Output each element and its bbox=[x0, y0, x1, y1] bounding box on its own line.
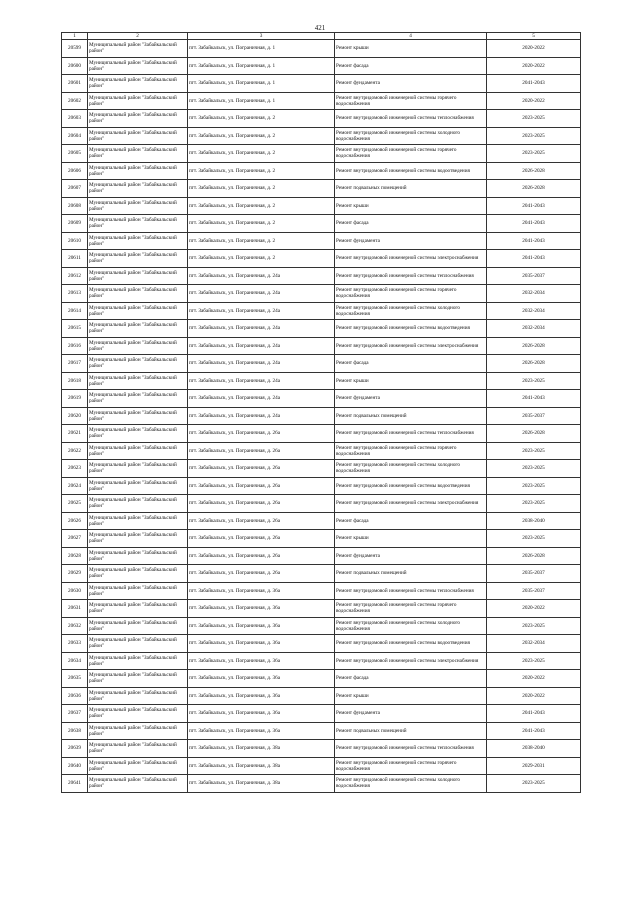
municipality-cell: Муниципальный район "Забайкальский район" bbox=[88, 442, 188, 460]
work-type-cell: Ремонт внутридомовой инженерной системы водоотведения bbox=[335, 477, 487, 495]
table-row bbox=[62, 302, 581, 320]
period-cell: 2020-2022 bbox=[487, 600, 581, 618]
row-number: 20638 bbox=[62, 722, 88, 740]
period-cell: 2041-2043 bbox=[487, 390, 581, 408]
address-cell: пгт. Забайкальск, ул. Пограничная, д. 2 bbox=[188, 162, 335, 180]
period-cell: 2032-2034 bbox=[487, 285, 581, 303]
municipality-cell: Муниципальный район "Забайкальский район" bbox=[88, 722, 188, 740]
municipality-cell: Муниципальный район "Забайкальский район" bbox=[88, 127, 188, 145]
address-cell: пгт. Забайкальск, ул. Пограничная, д. 36а bbox=[188, 687, 335, 705]
period-cell: 2026-2028 bbox=[487, 547, 581, 565]
municipality-cell: Муниципальный район "Забайкальский район" bbox=[88, 110, 188, 128]
column-number-row bbox=[62, 33, 581, 40]
table-row bbox=[62, 600, 581, 618]
column-header: 5 bbox=[487, 33, 581, 40]
table-row bbox=[62, 495, 581, 513]
row-number: 20639 bbox=[62, 740, 88, 758]
work-type-cell: Ремонт фундамента bbox=[335, 547, 487, 565]
address-cell: пгт. Забайкальск, ул. Пограничная, д. 36а bbox=[188, 722, 335, 740]
work-type-cell: Ремонт внутридомовой инженерной системы горячего водоснабжения bbox=[335, 145, 487, 163]
table-row bbox=[62, 775, 581, 793]
row-number: 20621 bbox=[62, 425, 88, 443]
municipality-cell: Муниципальный район "Забайкальский район" bbox=[88, 670, 188, 688]
period-cell: 2038-2040 bbox=[487, 512, 581, 530]
municipality-cell: Муниципальный район "Забайкальский район" bbox=[88, 320, 188, 338]
address-cell: пгт. Забайкальск, ул. Пограничная, д. 38а bbox=[188, 757, 335, 775]
row-number: 20613 bbox=[62, 285, 88, 303]
row-number: 20612 bbox=[62, 267, 88, 285]
period-cell: 2041-2043 bbox=[487, 75, 581, 93]
repair-schedule-table bbox=[61, 32, 581, 793]
table-row bbox=[62, 477, 581, 495]
work-type-cell: Ремонт фасада bbox=[335, 670, 487, 688]
table-row bbox=[62, 565, 581, 583]
municipality-cell: Муниципальный район "Забайкальский район" bbox=[88, 565, 188, 583]
period-cell: 2023-2025 bbox=[487, 372, 581, 390]
address-cell: пгт. Забайкальск, ул. Пограничная, д. 1 bbox=[188, 92, 335, 110]
row-number: 20622 bbox=[62, 442, 88, 460]
table-row bbox=[62, 687, 581, 705]
table-row bbox=[62, 215, 581, 233]
municipality-cell: Муниципальный район "Забайкальский район" bbox=[88, 582, 188, 600]
table-row bbox=[62, 92, 581, 110]
address-cell: пгт. Забайкальск, ул. Пограничная, д. 2 bbox=[188, 127, 335, 145]
municipality-cell: Муниципальный район "Забайкальский район" bbox=[88, 232, 188, 250]
period-cell: 2029-2031 bbox=[487, 757, 581, 775]
address-cell: пгт. Забайкальск, ул. Пограничная, д. 36а bbox=[188, 652, 335, 670]
work-type-cell: Ремонт внутридомовой инженерной системы горячего водоснабжения bbox=[335, 757, 487, 775]
work-type-cell: Ремонт внутридомовой инженерной системы электроснабжения bbox=[335, 337, 487, 355]
work-type-cell: Ремонт крыши bbox=[335, 40, 487, 58]
address-cell: пгт. Забайкальск, ул. Пограничная, д. 26а bbox=[188, 442, 335, 460]
address-cell: пгт. Забайкальск, ул. Пограничная, д. 2 bbox=[188, 110, 335, 128]
period-cell: 2023-2025 bbox=[487, 442, 581, 460]
municipality-cell: Муниципальный район "Забайкальский район" bbox=[88, 197, 188, 215]
address-cell: пгт. Забайкальск, ул. Пограничная, д. 24а bbox=[188, 390, 335, 408]
address-cell: пгт. Забайкальск, ул. Пограничная, д. 1 bbox=[188, 40, 335, 58]
work-type-cell: Ремонт внутридомовой инженерной системы теплоснабжения bbox=[335, 110, 487, 128]
table-row bbox=[62, 40, 581, 58]
table-row bbox=[62, 110, 581, 128]
row-number: 20623 bbox=[62, 460, 88, 478]
row-number: 20634 bbox=[62, 652, 88, 670]
work-type-cell: Ремонт подвальных помещений bbox=[335, 180, 487, 198]
municipality-cell: Муниципальный район "Забайкальский район" bbox=[88, 215, 188, 233]
work-type-cell: Ремонт внутридомовой инженерной системы водоотведения bbox=[335, 162, 487, 180]
municipality-cell: Муниципальный район "Забайкальский район" bbox=[88, 337, 188, 355]
table-row bbox=[62, 512, 581, 530]
address-cell: пгт. Забайкальск, ул. Пограничная, д. 1 bbox=[188, 75, 335, 93]
work-type-cell: Ремонт внутридомовой инженерной системы теплоснабжения bbox=[335, 582, 487, 600]
municipality-cell: Муниципальный район "Забайкальский район" bbox=[88, 390, 188, 408]
work-type-cell: Ремонт фасада bbox=[335, 512, 487, 530]
municipality-cell: Муниципальный район "Забайкальский район" bbox=[88, 775, 188, 793]
municipality-cell: Муниципальный район "Забайкальский район" bbox=[88, 40, 188, 58]
municipality-cell: Муниципальный район "Забайкальский район" bbox=[88, 372, 188, 390]
address-cell: пгт. Забайкальск, ул. Пограничная, д. 26а bbox=[188, 530, 335, 548]
address-cell: пгт. Забайкальск, ул. Пограничная, д. 26а bbox=[188, 425, 335, 443]
address-cell: пгт. Забайкальск, ул. Пограничная, д. 26а bbox=[188, 512, 335, 530]
address-cell: пгт. Забайкальск, ул. Пограничная, д. 36а bbox=[188, 670, 335, 688]
address-cell: пгт. Забайкальск, ул. Пограничная, д. 38а bbox=[188, 740, 335, 758]
work-type-cell: Ремонт фундамента bbox=[335, 390, 487, 408]
table-row bbox=[62, 162, 581, 180]
row-number: 20607 bbox=[62, 180, 88, 198]
period-cell: 2026-2028 bbox=[487, 162, 581, 180]
work-type-cell: Ремонт фасада bbox=[335, 355, 487, 373]
address-cell: пгт. Забайкальск, ул. Пограничная, д. 26а bbox=[188, 547, 335, 565]
table-row bbox=[62, 390, 581, 408]
row-number: 20630 bbox=[62, 582, 88, 600]
table-row bbox=[62, 180, 581, 198]
row-number: 20627 bbox=[62, 530, 88, 548]
address-cell: пгт. Забайкальск, ул. Пограничная, д. 24а bbox=[188, 337, 335, 355]
table-row bbox=[62, 652, 581, 670]
row-number: 20615 bbox=[62, 320, 88, 338]
period-cell: 2032-2034 bbox=[487, 635, 581, 653]
table-row bbox=[62, 127, 581, 145]
work-type-cell: Ремонт внутридомовой инженерной системы холодного водоснабжения bbox=[335, 617, 487, 635]
row-number: 20628 bbox=[62, 547, 88, 565]
table-row bbox=[62, 582, 581, 600]
municipality-cell: Муниципальный район "Забайкальский район" bbox=[88, 757, 188, 775]
row-number: 20629 bbox=[62, 565, 88, 583]
period-cell: 2035-2037 bbox=[487, 582, 581, 600]
work-type-cell: Ремонт фундамента bbox=[335, 232, 487, 250]
work-type-cell: Ремонт внутридомовой инженерной системы холодного водоснабжения bbox=[335, 775, 487, 793]
municipality-cell: Муниципальный район "Забайкальский район" bbox=[88, 477, 188, 495]
address-cell: пгт. Забайкальск, ул. Пограничная, д. 26а bbox=[188, 477, 335, 495]
work-type-cell: Ремонт фундамента bbox=[335, 705, 487, 723]
row-number: 20617 bbox=[62, 355, 88, 373]
address-cell: пгт. Забайкальск, ул. Пограничная, д. 36а bbox=[188, 600, 335, 618]
period-cell: 2026-2028 bbox=[487, 425, 581, 443]
row-number: 20618 bbox=[62, 372, 88, 390]
municipality-cell: Муниципальный район "Забайкальский район" bbox=[88, 687, 188, 705]
row-number: 20610 bbox=[62, 232, 88, 250]
row-number: 20604 bbox=[62, 127, 88, 145]
table-row bbox=[62, 740, 581, 758]
period-cell: 2023-2025 bbox=[487, 145, 581, 163]
column-header: 4 bbox=[335, 33, 487, 40]
municipality-cell: Муниципальный район "Забайкальский район" bbox=[88, 530, 188, 548]
municipality-cell: Муниципальный район "Забайкальский район" bbox=[88, 92, 188, 110]
address-cell: пгт. Забайкальск, ул. Пограничная, д. 24а bbox=[188, 320, 335, 338]
table-row bbox=[62, 320, 581, 338]
work-type-cell: Ремонт внутридомовой инженерной системы теплоснабжения bbox=[335, 425, 487, 443]
period-cell: 2023-2025 bbox=[487, 460, 581, 478]
work-type-cell: Ремонт фасада bbox=[335, 57, 487, 75]
municipality-cell: Муниципальный район "Забайкальский район" bbox=[88, 495, 188, 513]
address-cell: пгт. Забайкальск, ул. Пограничная, д. 2 bbox=[188, 232, 335, 250]
work-type-cell: Ремонт внутридомовой инженерной системы холодного водоснабжения bbox=[335, 127, 487, 145]
table-row bbox=[62, 57, 581, 75]
work-type-cell: Ремонт крыши bbox=[335, 530, 487, 548]
work-type-cell: Ремонт фасада bbox=[335, 215, 487, 233]
table-row bbox=[62, 355, 581, 373]
period-cell: 2041-2043 bbox=[487, 722, 581, 740]
address-cell: пгт. Забайкальск, ул. Пограничная, д. 24а bbox=[188, 355, 335, 373]
municipality-cell: Муниципальный район "Забайкальский район" bbox=[88, 740, 188, 758]
row-number: 20636 bbox=[62, 687, 88, 705]
work-type-cell: Ремонт внутридомовой инженерной системы теплоснабжения bbox=[335, 740, 487, 758]
period-cell: 2020-2022 bbox=[487, 687, 581, 705]
municipality-cell: Муниципальный район "Забайкальский район" bbox=[88, 145, 188, 163]
municipality-cell: Муниципальный район "Забайкальский район" bbox=[88, 355, 188, 373]
period-cell: 2020-2022 bbox=[487, 670, 581, 688]
period-cell: 2023-2025 bbox=[487, 652, 581, 670]
municipality-cell: Муниципальный район "Забайкальский район" bbox=[88, 512, 188, 530]
work-type-cell: Ремонт внутридомовой инженерной системы холодного водоснабжения bbox=[335, 460, 487, 478]
row-number: 20619 bbox=[62, 390, 88, 408]
municipality-cell: Муниципальный район "Забайкальский район" bbox=[88, 617, 188, 635]
address-cell: пгт. Забайкальск, ул. Пограничная, д. 26а bbox=[188, 565, 335, 583]
address-cell: пгт. Забайкальск, ул. Пограничная, д. 2 bbox=[188, 145, 335, 163]
address-cell: пгт. Забайкальск, ул. Пограничная, д. 36а bbox=[188, 582, 335, 600]
table-row bbox=[62, 530, 581, 548]
row-number: 20616 bbox=[62, 337, 88, 355]
table-row bbox=[62, 197, 581, 215]
table-row bbox=[62, 757, 581, 775]
table-row bbox=[62, 267, 581, 285]
table-row bbox=[62, 145, 581, 163]
period-cell: 2041-2043 bbox=[487, 232, 581, 250]
column-header: 2 bbox=[88, 33, 188, 40]
municipality-cell: Муниципальный район "Забайкальский район" bbox=[88, 407, 188, 425]
work-type-cell: Ремонт внутридомовой инженерной системы горячего водоснабжения bbox=[335, 442, 487, 460]
work-type-cell: Ремонт внутридомовой инженерной системы электроснабжения bbox=[335, 495, 487, 513]
period-cell: 2023-2025 bbox=[487, 477, 581, 495]
municipality-cell: Муниципальный район "Забайкальский район" bbox=[88, 652, 188, 670]
address-cell: пгт. Забайкальск, ул. Пограничная, д. 1 bbox=[188, 57, 335, 75]
municipality-cell: Муниципальный район "Забайкальский район" bbox=[88, 180, 188, 198]
work-type-cell: Ремонт фундамента bbox=[335, 75, 487, 93]
period-cell: 2041-2043 bbox=[487, 705, 581, 723]
row-number: 20625 bbox=[62, 495, 88, 513]
row-number: 20633 bbox=[62, 635, 88, 653]
table-row bbox=[62, 232, 581, 250]
work-type-cell: Ремонт внутридомовой инженерной системы электроснабжения bbox=[335, 652, 487, 670]
period-cell: 2023-2025 bbox=[487, 617, 581, 635]
work-type-cell: Ремонт внутридомовой инженерной системы электроснабжения bbox=[335, 250, 487, 268]
address-cell: пгт. Забайкальск, ул. Пограничная, д. 36а bbox=[188, 635, 335, 653]
row-number: 20635 bbox=[62, 670, 88, 688]
row-number: 20603 bbox=[62, 110, 88, 128]
table-row bbox=[62, 442, 581, 460]
municipality-cell: Муниципальный район "Забайкальский район" bbox=[88, 302, 188, 320]
address-cell: пгт. Забайкальск, ул. Пограничная, д. 2 bbox=[188, 250, 335, 268]
work-type-cell: Ремонт подвальных помещений bbox=[335, 407, 487, 425]
period-cell: 2026-2028 bbox=[487, 337, 581, 355]
row-number: 20608 bbox=[62, 197, 88, 215]
municipality-cell: Муниципальный район "Забайкальский район" bbox=[88, 460, 188, 478]
period-cell: 2035-2037 bbox=[487, 565, 581, 583]
period-cell: 2023-2025 bbox=[487, 110, 581, 128]
row-number: 20631 bbox=[62, 600, 88, 618]
period-cell: 2032-2034 bbox=[487, 320, 581, 338]
work-type-cell: Ремонт внутридомовой инженерной системы теплоснабжения bbox=[335, 267, 487, 285]
address-cell: пгт. Забайкальск, ул. Пограничная, д. 26а bbox=[188, 460, 335, 478]
period-cell: 2026-2028 bbox=[487, 180, 581, 198]
row-number: 20609 bbox=[62, 215, 88, 233]
column-header: 3 bbox=[188, 33, 335, 40]
table-row bbox=[62, 407, 581, 425]
row-number: 20606 bbox=[62, 162, 88, 180]
work-type-cell: Ремонт подвальных помещений bbox=[335, 722, 487, 740]
table-row bbox=[62, 337, 581, 355]
municipality-cell: Муниципальный район "Забайкальский район" bbox=[88, 250, 188, 268]
table-row bbox=[62, 617, 581, 635]
municipality-cell: Муниципальный район "Забайкальский район" bbox=[88, 75, 188, 93]
table-row bbox=[62, 250, 581, 268]
table-row bbox=[62, 547, 581, 565]
address-cell: пгт. Забайкальск, ул. Пограничная, д. 2 bbox=[188, 215, 335, 233]
row-number: 20626 bbox=[62, 512, 88, 530]
period-cell: 2020-2022 bbox=[487, 57, 581, 75]
period-cell: 2035-2037 bbox=[487, 267, 581, 285]
municipality-cell: Муниципальный район "Забайкальский район" bbox=[88, 425, 188, 443]
address-cell: пгт. Забайкальск, ул. Пограничная, д. 24а bbox=[188, 372, 335, 390]
period-cell: 2032-2034 bbox=[487, 302, 581, 320]
row-number: 20632 bbox=[62, 617, 88, 635]
page-number: 421 bbox=[314, 24, 326, 32]
period-cell: 2026-2028 bbox=[487, 355, 581, 373]
table-row bbox=[62, 722, 581, 740]
period-cell: 2041-2043 bbox=[487, 197, 581, 215]
municipality-cell: Муниципальный район "Забайкальский район" bbox=[88, 547, 188, 565]
municipality-cell: Муниципальный район "Забайкальский район" bbox=[88, 285, 188, 303]
row-number: 20599 bbox=[62, 40, 88, 58]
work-type-cell: Ремонт внутридомовой инженерной системы холодного водоснабжения bbox=[335, 302, 487, 320]
municipality-cell: Муниципальный район "Забайкальский район" bbox=[88, 705, 188, 723]
address-cell: пгт. Забайкальск, ул. Пограничная, д. 2 bbox=[188, 180, 335, 198]
row-number: 20624 bbox=[62, 477, 88, 495]
address-cell: пгт. Забайкальск, ул. Пограничная, д. 2 bbox=[188, 197, 335, 215]
table-row bbox=[62, 635, 581, 653]
period-cell: 2023-2025 bbox=[487, 775, 581, 793]
work-type-cell: Ремонт крыши bbox=[335, 687, 487, 705]
row-number: 20637 bbox=[62, 705, 88, 723]
table-row bbox=[62, 285, 581, 303]
address-cell: пгт. Забайкальск, ул. Пограничная, д. 36а bbox=[188, 617, 335, 635]
period-cell: 2020-2022 bbox=[487, 92, 581, 110]
table-row bbox=[62, 460, 581, 478]
period-cell: 2035-2037 bbox=[487, 407, 581, 425]
table-row bbox=[62, 705, 581, 723]
period-cell: 2038-2040 bbox=[487, 740, 581, 758]
work-type-cell: Ремонт внутридомовой инженерной системы горячего водоснабжения bbox=[335, 285, 487, 303]
table-row bbox=[62, 425, 581, 443]
row-number: 20602 bbox=[62, 92, 88, 110]
table-row bbox=[62, 75, 581, 93]
work-type-cell: Ремонт внутридомовой инженерной системы водоотведения bbox=[335, 320, 487, 338]
row-number: 20611 bbox=[62, 250, 88, 268]
row-number: 20605 bbox=[62, 145, 88, 163]
work-type-cell: Ремонт внутридомовой инженерной системы водоотведения bbox=[335, 635, 487, 653]
municipality-cell: Муниципальный район "Забайкальский район" bbox=[88, 162, 188, 180]
address-cell: пгт. Забайкальск, ул. Пограничная, д. 26а bbox=[188, 495, 335, 513]
row-number: 20601 bbox=[62, 75, 88, 93]
period-cell: 2041-2043 bbox=[487, 250, 581, 268]
address-cell: пгт. Забайкальск, ул. Пограничная, д. 24а bbox=[188, 407, 335, 425]
work-type-cell: Ремонт подвальных помещений bbox=[335, 565, 487, 583]
row-number: 20640 bbox=[62, 757, 88, 775]
municipality-cell: Муниципальный район "Забайкальский район" bbox=[88, 600, 188, 618]
table-body bbox=[62, 40, 581, 793]
municipality-cell: Муниципальный район "Забайкальский район" bbox=[88, 635, 188, 653]
row-number: 20614 bbox=[62, 302, 88, 320]
address-cell: пгт. Забайкальск, ул. Пограничная, д. 36а bbox=[188, 705, 335, 723]
period-cell: 2023-2025 bbox=[487, 530, 581, 548]
row-number: 20600 bbox=[62, 57, 88, 75]
address-cell: пгт. Забайкальск, ул. Пограничная, д. 24а bbox=[188, 267, 335, 285]
row-number: 20620 bbox=[62, 407, 88, 425]
period-cell: 2020-2022 bbox=[487, 40, 581, 58]
address-cell: пгт. Забайкальск, ул. Пограничная, д. 24а bbox=[188, 302, 335, 320]
work-type-cell: Ремонт крыши bbox=[335, 197, 487, 215]
row-number: 20641 bbox=[62, 775, 88, 793]
municipality-cell: Муниципальный район "Забайкальский район" bbox=[88, 267, 188, 285]
table-row bbox=[62, 670, 581, 688]
table-row bbox=[62, 372, 581, 390]
period-cell: 2023-2025 bbox=[487, 495, 581, 513]
address-cell: пгт. Забайкальск, ул. Пограничная, д. 38а bbox=[188, 775, 335, 793]
column-header: 1 bbox=[62, 33, 88, 40]
period-cell: 2041-2043 bbox=[487, 215, 581, 233]
municipality-cell: Муниципальный район "Забайкальский район" bbox=[88, 57, 188, 75]
work-type-cell: Ремонт крыши bbox=[335, 372, 487, 390]
address-cell: пгт. Забайкальск, ул. Пограничная, д. 24а bbox=[188, 285, 335, 303]
work-type-cell: Ремонт внутридомовой инженерной системы горячего водоснабжения bbox=[335, 600, 487, 618]
period-cell: 2023-2025 bbox=[487, 127, 581, 145]
work-type-cell: Ремонт внутридомовой инженерной системы горячего водоснабжения bbox=[335, 92, 487, 110]
